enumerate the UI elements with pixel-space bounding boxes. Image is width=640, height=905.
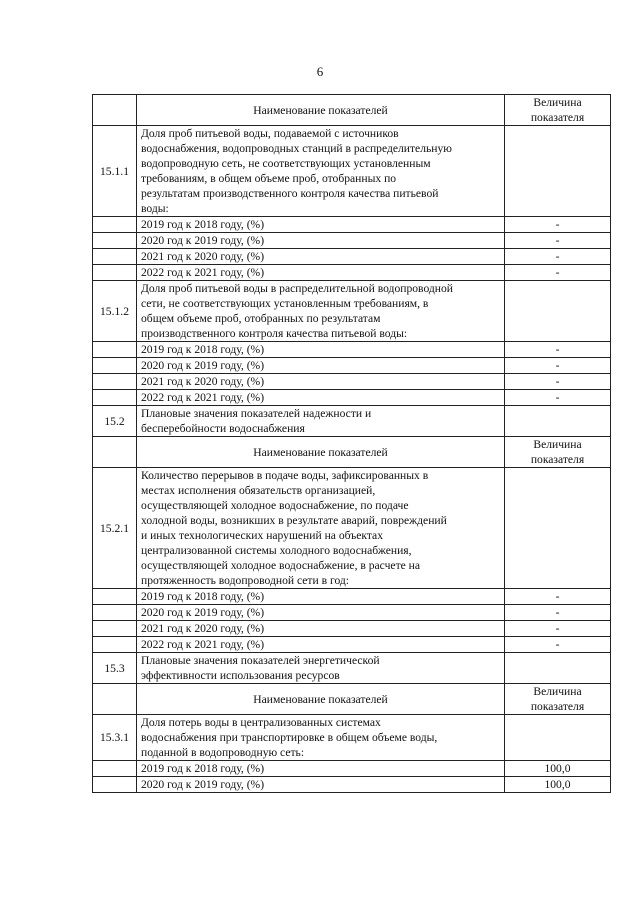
table-header-row [93, 684, 611, 715]
row-value: - [505, 358, 611, 374]
indicator-row [93, 468, 611, 589]
indicator-number: 15.1.2 [93, 281, 137, 342]
indicator-description [137, 406, 505, 437]
table-row [93, 249, 611, 265]
table-row [93, 374, 611, 390]
description-line: водоснабжения, водопроводных станций в распределительную [141, 142, 452, 155]
indicator-row [93, 281, 611, 342]
row-num-cell [93, 217, 137, 233]
row-num-cell [93, 589, 137, 605]
description-line: эффективности использования ресурсов [141, 669, 340, 682]
row-label: 2020 год к 2019 году, (%) [137, 358, 505, 374]
header-name-cell: Наименование показателей [137, 437, 505, 468]
description-line: требованиям, в общем объеме проб, отобранных по [141, 172, 397, 185]
indicators-table [92, 94, 611, 793]
indicator-number: 15.3.1 [93, 715, 137, 761]
table-row [93, 342, 611, 358]
header-value-cell: Величина показателя [505, 684, 611, 715]
table-row [93, 589, 611, 605]
row-num-cell [93, 374, 137, 390]
indicator-value-empty [505, 126, 611, 217]
description-line: воды: [141, 202, 169, 215]
table-row [93, 358, 611, 374]
header-value-cell: Величина показателя [505, 95, 611, 126]
table-row [93, 637, 611, 653]
row-num-cell [93, 390, 137, 406]
description-line: производственного контроля качества питьевой воды: [141, 327, 408, 340]
row-num-cell [93, 342, 137, 358]
row-label: 2019 год к 2018 году, (%) [137, 589, 505, 605]
description-line: общем объеме проб, отобранных по результатам [141, 312, 381, 325]
header-num-cell [93, 684, 137, 715]
description-line: местах исполнения обязательств организацией, [141, 484, 376, 497]
row-label: 2022 год к 2021 году, (%) [137, 637, 505, 653]
description-line: поданной в водопроводную сеть: [141, 746, 305, 759]
indicator-row [93, 715, 611, 761]
row-label: 2019 год к 2018 году, (%) [137, 217, 505, 233]
row-value: - [505, 233, 611, 249]
row-label: 2020 год к 2019 году, (%) [137, 605, 505, 621]
row-label: 2021 год к 2020 году, (%) [137, 249, 505, 265]
table-row [93, 265, 611, 281]
description-line: осуществляющей холодное водоснабжение, по подаче [141, 499, 409, 512]
row-num-cell [93, 265, 137, 281]
row-value: - [505, 342, 611, 358]
row-label: 2022 год к 2021 году, (%) [137, 390, 505, 406]
page-number: 6 [316, 64, 324, 79]
description-line: бесперебойности водоснабжения [141, 422, 305, 435]
row-label: 2022 год к 2021 году, (%) [137, 265, 505, 281]
row-num-cell [93, 249, 137, 265]
indicator-value-empty [505, 715, 611, 761]
description-line: Доля проб питьевой воды, подаваемой с источников [141, 127, 399, 140]
row-num-cell [93, 621, 137, 637]
table-row [93, 777, 611, 793]
row-value: 100,0 [505, 761, 611, 777]
row-value: - [505, 390, 611, 406]
description-line: водопроводную сеть, не соответствующих установленным [141, 157, 431, 170]
row-label: 2021 год к 2020 году, (%) [137, 374, 505, 390]
indicator-description [137, 126, 505, 217]
row-num-cell [93, 358, 137, 374]
indicator-number: 15.2.1 [93, 468, 137, 589]
description-line: Плановые значения показателей энергетической [141, 654, 380, 667]
indicator-value-empty [505, 406, 611, 437]
indicator-number: 15.1.1 [93, 126, 137, 217]
header-value-cell: Величина показателя [505, 437, 611, 468]
header-name-cell: Наименование показателей [137, 684, 505, 715]
table-header-row [93, 437, 611, 468]
description-line: результатам производственного контроля качества питьевой [141, 187, 439, 200]
row-label: 2019 год к 2018 году, (%) [137, 761, 505, 777]
description-line: Плановые значения показателей надежности и [141, 407, 372, 420]
indicator-row [93, 406, 611, 437]
indicator-value-empty [505, 281, 611, 342]
table-row [93, 621, 611, 637]
indicator-value-empty [505, 468, 611, 589]
description-line: и иных технологических нарушений на объектах [141, 529, 383, 542]
description-line: водоснабжения при транспортировке в общем объеме воды, [141, 731, 438, 744]
header-name-cell: Наименование показателей [137, 95, 505, 126]
row-label: 2021 год к 2020 году, (%) [137, 621, 505, 637]
row-label: 2020 год к 2019 году, (%) [137, 233, 505, 249]
indicator-description [137, 653, 505, 684]
indicator-row [93, 653, 611, 684]
description-line: централизованной системы холодного водоснабжения, [141, 544, 412, 557]
indicator-number: 15.3 [93, 653, 137, 684]
description-line: Доля потерь воды в централизованных системах [141, 716, 381, 729]
row-label: 2019 год к 2018 году, (%) [137, 342, 505, 358]
description-line: холодной воды, возникших в результате аварий, повреждений [141, 514, 447, 527]
indicator-description [137, 715, 505, 761]
row-num-cell [93, 233, 137, 249]
table-row [93, 761, 611, 777]
row-num-cell [93, 637, 137, 653]
description-line: Доля проб питьевой воды в распределительной водопроводной [141, 282, 454, 295]
row-value: - [505, 374, 611, 390]
description-line: Количество перерывов в подаче воды, зафиксированных в [141, 469, 429, 482]
header-num-cell [93, 437, 137, 468]
row-value: - [505, 589, 611, 605]
indicator-description [137, 468, 505, 589]
table-row [93, 233, 611, 249]
row-value: - [505, 621, 611, 637]
indicator-value-empty [505, 653, 611, 684]
row-value: - [505, 605, 611, 621]
table-row [93, 390, 611, 406]
row-value: - [505, 637, 611, 653]
indicator-description [137, 281, 505, 342]
header-num-cell [93, 95, 137, 126]
table-header-row [93, 95, 611, 126]
row-value: - [505, 217, 611, 233]
table-row [93, 605, 611, 621]
description-line: осуществляющей холодное водоснабжение, в расчете на [141, 559, 421, 572]
row-num-cell [93, 777, 137, 793]
row-value: - [505, 265, 611, 281]
row-num-cell [93, 761, 137, 777]
row-value: 100,0 [505, 777, 611, 793]
table-row [93, 217, 611, 233]
description-line: протяженность водопроводной сети в год: [141, 574, 350, 587]
indicator-number: 15.2 [93, 406, 137, 437]
description-line: сети, не соответствующих установленным требованиям, в [141, 297, 429, 310]
indicator-row [93, 126, 611, 217]
row-num-cell [93, 605, 137, 621]
row-label: 2020 год к 2019 году, (%) [137, 777, 505, 793]
row-value: - [505, 249, 611, 265]
